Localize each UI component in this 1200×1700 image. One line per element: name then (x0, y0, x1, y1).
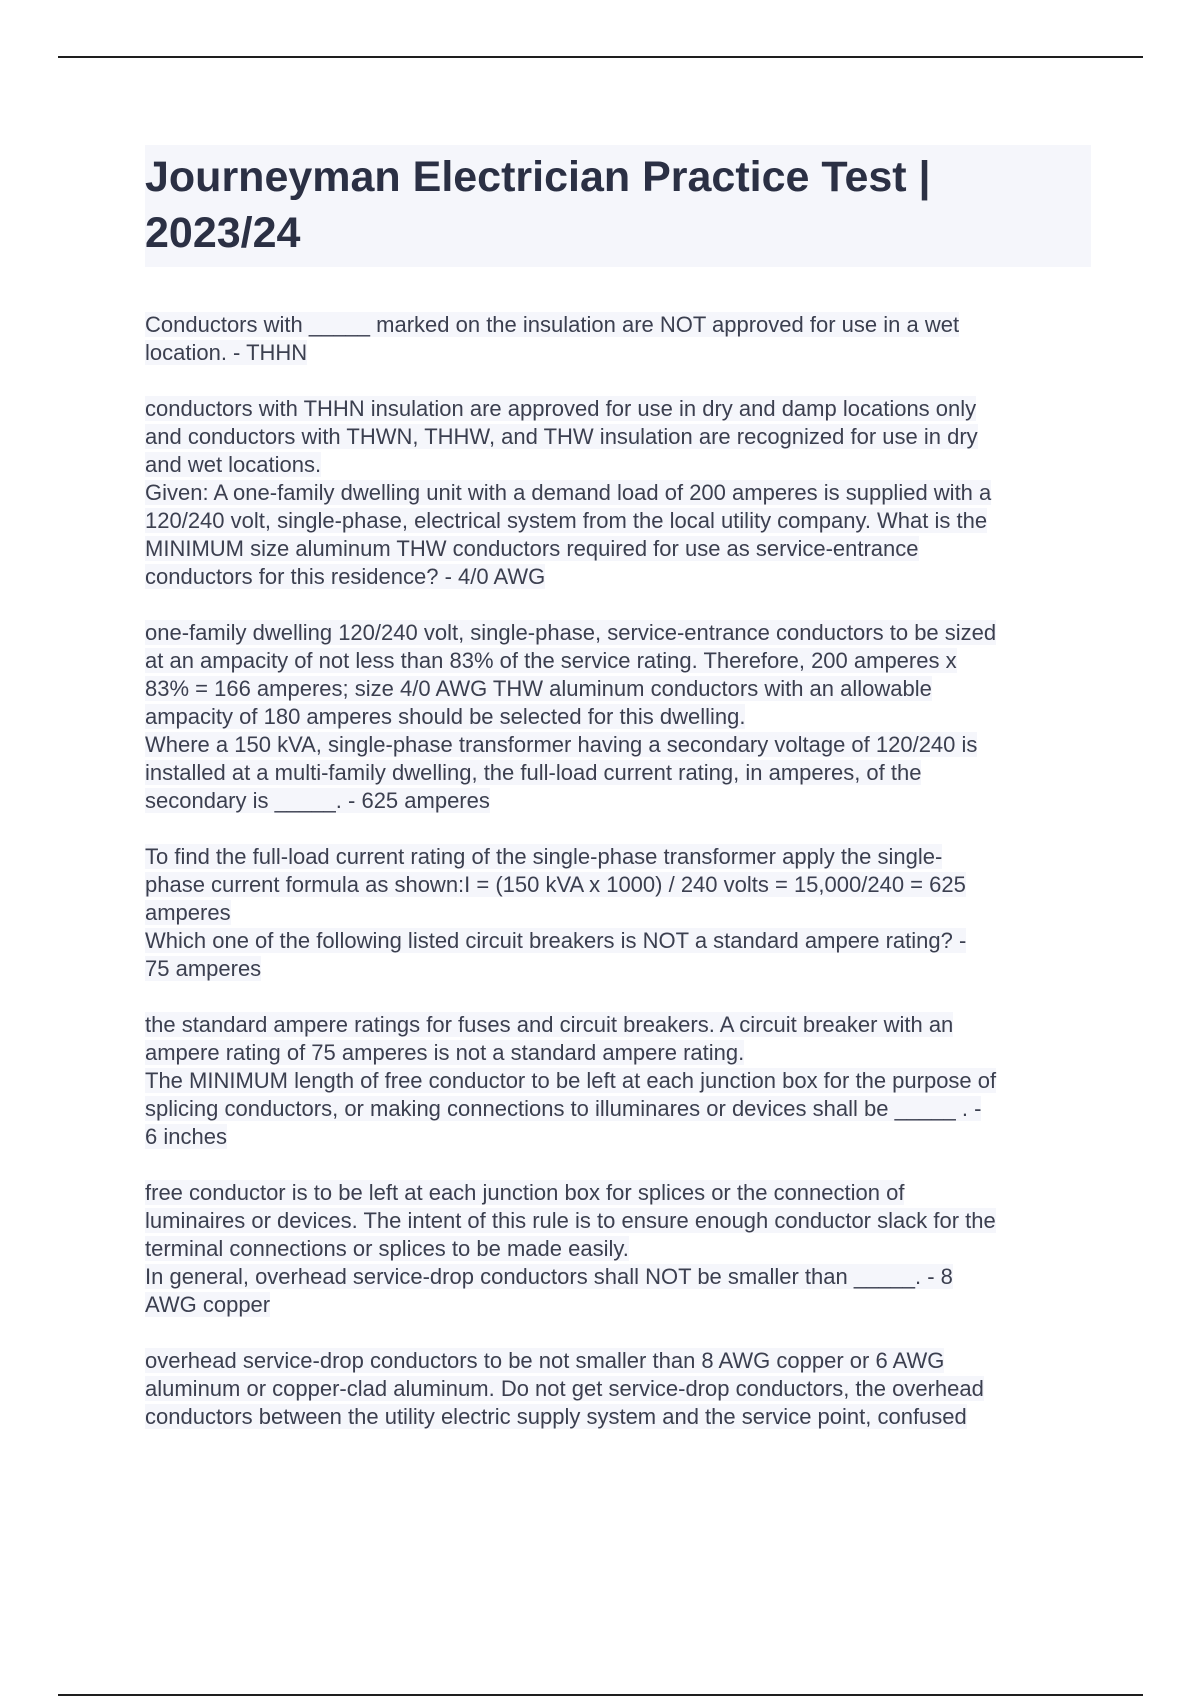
question-answer (145, 311, 1091, 367)
question-text: conductors for this residence? - 4/0 AWG (145, 564, 546, 589)
explanation-line (145, 675, 1091, 703)
explanation-line (145, 1039, 1091, 1067)
explanation-text: conductors between the utility electric supply system and the service point, confused (145, 1404, 967, 1429)
explanation-text: 83% = 166 amperes; size 4/0 AWG THW aluminum conductors with an allowable (145, 676, 932, 701)
qa-item (145, 311, 1091, 479)
title-line: 2023/24 (145, 209, 301, 257)
question-line (145, 1291, 1091, 1319)
explanation-line (145, 1011, 1091, 1039)
title-line: Journeyman Electrician Practice Test | (145, 153, 931, 201)
qa-item (145, 927, 1091, 1067)
explanation-text: To find the full-load current rating of the single-phase transformer apply the single- (145, 844, 943, 869)
explanation-text: free conductor is to be left at each junction box for splices or the connection of (145, 1180, 905, 1205)
explanation-text: luminaires or devices. The intent of this rule is to ensure enough conductor slack for the (145, 1208, 996, 1233)
question-line (145, 563, 1091, 591)
question-line (145, 1095, 1091, 1123)
explanation-text: ampacity of 180 amperes should be selected for this dwelling. (145, 704, 746, 729)
explanation-text: aluminum or copper-clad aluminum. Do not get service-drop conductors, the overhead (145, 1376, 984, 1401)
question-line (145, 759, 1091, 787)
question-text: The MINIMUM length of free conductor to be left at each junction box for the purpose of (145, 1068, 997, 1093)
explanation-line (145, 1347, 1091, 1375)
explanation-text: terminal connections or splices to be made easily. (145, 1236, 629, 1261)
explanation-line (145, 899, 1091, 927)
explanation-line (145, 1403, 1091, 1431)
question-line (145, 535, 1091, 563)
question-line (145, 955, 1091, 983)
explanation-line (145, 843, 1091, 871)
explanation-line (145, 703, 1091, 731)
explanation (145, 395, 1091, 479)
question-text: splicing conductors, or making connections to illuminares or devices shall be _____ . - (145, 1096, 982, 1121)
explanation-line (145, 871, 1091, 899)
question-line (145, 311, 1091, 339)
question-line (145, 787, 1091, 815)
question-text: 75 amperes (145, 956, 262, 981)
explanation-text: ampere rating of 75 amperes is not a standard ampere rating. (145, 1040, 745, 1065)
question-line (145, 479, 1091, 507)
qa-list (145, 311, 1091, 1431)
question-line (145, 339, 1091, 367)
question-answer (145, 731, 1091, 815)
question-answer (145, 479, 1091, 591)
explanation-line (145, 395, 1091, 423)
document-body (145, 145, 1091, 1431)
explanation-text: amperes (145, 900, 231, 925)
explanation-text: overhead service-drop conductors to be not smaller than 8 AWG copper or 6 AWG (145, 1348, 945, 1373)
explanation (145, 1347, 1091, 1431)
question-line (145, 1123, 1091, 1151)
question-text: Where a 150 kVA, single-phase transformer having a secondary voltage of 120/240 is (145, 732, 978, 757)
explanation-line (145, 1207, 1091, 1235)
question-text: MINIMUM size aluminum THW conductors required for use as service-entrance (145, 536, 919, 561)
explanation-line (145, 1235, 1091, 1263)
explanation-line (145, 1179, 1091, 1207)
question-text: installed at a multi-family dwelling, the full-load current rating, in amperes, of the (145, 760, 922, 785)
explanation-text: the standard ampere ratings for fuses and circuit breakers. A circuit breaker with an (145, 1012, 954, 1037)
explanation (145, 1011, 1091, 1067)
explanation-line (145, 1375, 1091, 1403)
question-text: Which one of the following listed circuit breakers is NOT a standard ampere rating? - (145, 928, 967, 953)
explanation-text: phase current formula as shown:I = (150 kVA x 1000) / 240 volts = 15,000/240 = 625 (145, 872, 966, 897)
question-text: Given: A one-family dwelling unit with a demand load of 200 amperes is supplied with a (145, 480, 992, 505)
question-answer (145, 927, 1091, 983)
question-text: Conductors with _____ marked on the insulation are NOT approved for use in a wet (145, 312, 960, 337)
title-box (145, 145, 1091, 267)
question-text: 6 inches (145, 1124, 227, 1149)
question-text: 120/240 volt, single-phase, electrical system from the local utility company. What is the (145, 508, 988, 533)
question-line (145, 1263, 1091, 1291)
question-line (145, 507, 1091, 535)
top-rule (58, 56, 1143, 58)
question-answer (145, 1067, 1091, 1151)
explanation-text: and wet locations. (145, 452, 322, 477)
qa-item (145, 1263, 1091, 1431)
question-line (145, 927, 1091, 955)
question-text: In general, overhead service-drop conductors shall NOT be smaller than _____. - 8 (145, 1264, 953, 1289)
bottom-rule (58, 1694, 1143, 1696)
explanation-line (145, 451, 1091, 479)
explanation-line (145, 647, 1091, 675)
qa-item (145, 731, 1091, 927)
explanation-text: and conductors with THWN, THHW, and THW insulation are recognized for use in dry (145, 424, 978, 449)
question-line (145, 731, 1091, 759)
explanation-line (145, 619, 1091, 647)
explanation-text: conductors with THHN insulation are approved for use in dry and damp locations only (145, 396, 977, 421)
question-text: location. - THHN (145, 340, 308, 365)
question-line (145, 1067, 1091, 1095)
question-answer (145, 1263, 1091, 1319)
question-text: secondary is _____. - 625 amperes (145, 788, 490, 813)
explanation-text: one-family dwelling 120/240 volt, single-phase, service-entrance conductors to be sized (145, 620, 997, 645)
explanation-text: at an ampacity of not less than 83% of the service rating. Therefore, 200 amperes x (145, 648, 957, 673)
explanation-line (145, 423, 1091, 451)
qa-item (145, 1067, 1091, 1263)
question-text: AWG copper (145, 1292, 271, 1317)
qa-item (145, 479, 1091, 731)
explanation (145, 619, 1091, 731)
explanation (145, 1179, 1091, 1263)
explanation (145, 843, 1091, 927)
page-title (145, 149, 1091, 261)
